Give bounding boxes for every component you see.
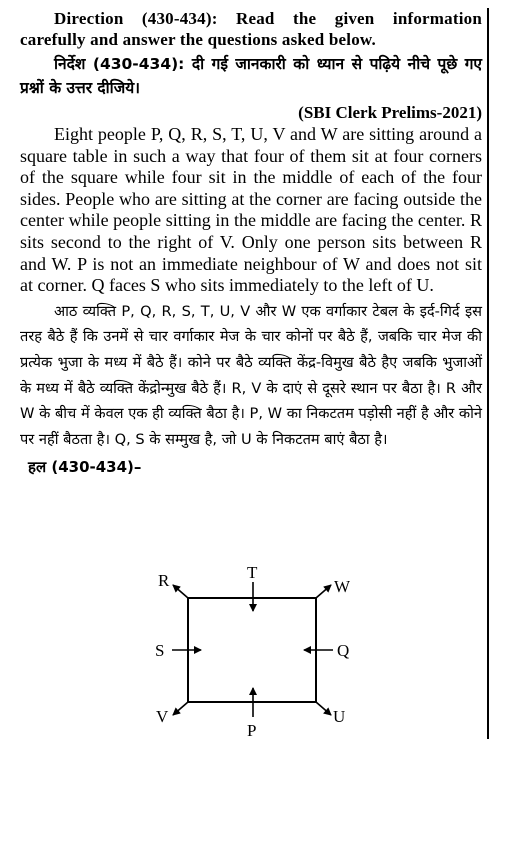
exam-source: (SBI Clerk Prelims-2021) bbox=[298, 103, 482, 122]
label-right-side: Q bbox=[337, 641, 350, 660]
solution-heading: हल (430-434)– bbox=[28, 458, 142, 477]
label-top-left: R bbox=[158, 571, 170, 590]
square-table bbox=[188, 598, 316, 702]
arrow-bottom-right bbox=[316, 702, 331, 715]
direction-hindi: निर्देश (430-434): दी गई जानकारी को ध्यान से पढ़िये नीचे पूछे गए प्रश्नों के उत्तर दीजिये। bbox=[20, 55, 482, 97]
direction-english: Direction (430-434): Read the given information carefully and answer the questions asked below. bbox=[20, 9, 482, 49]
label-left-side: S bbox=[155, 641, 165, 660]
label-bottom-left: V bbox=[156, 707, 169, 726]
question-paragraph-english: Eight people P, Q, R, S, T, U, V and W are sitting around a square table in such a way that four of them sit at four corners of the square while four sit in the middle of each of the four sides. People who are sitting at the corner are facing outside the center while people sitting in the middle are facing the center. R sits second to the right of V. Only one person sits between R and W. P is not an immediate neighbour of W and does not sit at corner. Q faces S who sits immediately to the left of U. bbox=[20, 124, 482, 296]
label-bottom-side: P bbox=[247, 721, 257, 740]
arrow-top-right bbox=[316, 585, 331, 598]
label-bottom-right: U bbox=[333, 707, 346, 726]
label-top-right: W bbox=[334, 577, 351, 596]
question-paragraph-hindi: आठ व्यक्ति P, Q, R, S, T, U, V और W एक वर्गाकार टेबल के इर्द-गिर्द इस तरह बैठे हैं कि उनमें से चार वर्गाकार मेज के चार कोनों पर बैठे हैं, जबकि चार मेज की प्रत्येक भुजा के मध्य में बैठे हैं। कोने पर बैठे व्यक्ति केंद्र-विमुख बैठे हैए जबकि भुजाओं के मध्य में बैठे व्यक्ति केंद्रोन्मुख बैठे हैं। R, V के दाएं से दूसरे स्थान पर बैठा है। R और W के बीच में केवल एक ही व्यक्ति बैठा है। P, W का निकटतम पड़ोसी नहीं है और कोने पर नहीं बैठता है। Q, S के सम्मुख है, जो U के निकटतम बाएं बैठा है। bbox=[20, 302, 482, 448]
arrow-top-left bbox=[173, 585, 188, 598]
label-top-side: T bbox=[247, 563, 258, 582]
arrow-bottom-left bbox=[173, 702, 188, 715]
